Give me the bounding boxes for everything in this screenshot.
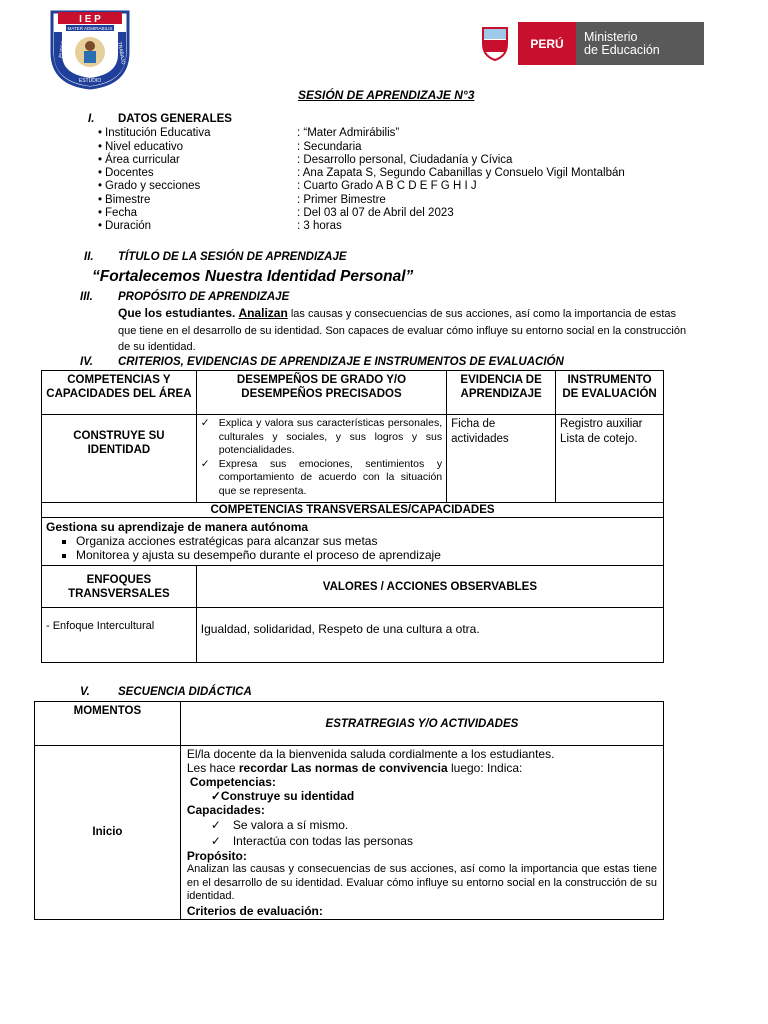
transversal-title: Gestiona su aprendizaje de manera autónoma [46, 520, 309, 534]
purpose-text3: de su identidad. [118, 341, 196, 353]
school-logo [48, 8, 132, 90]
data-label: • Grado y secciones [98, 180, 200, 192]
strategies-cell [180, 746, 663, 920]
data-value: : Desarrollo personal, Ciudadanía y Cívica [297, 154, 513, 166]
data-value: : Ana Zapata S, Segundo Cabanillas y Consuelo Vigil Montalbán [297, 167, 625, 179]
section3-heading: PROPÓSITO DE APRENDIZAJE [118, 291, 290, 303]
capacities-item-text: Interactúa con todas las personas [232, 834, 413, 848]
purpose-text1: las causas y consecuencias de sus acciones, así como la importancia de estas [287, 308, 677, 320]
instrument-cell [556, 415, 664, 503]
capacities-label: Capacidades: [186, 803, 265, 817]
section4-number: IV. [80, 356, 94, 368]
school-logo-bottom: ESTUDIO [78, 78, 102, 84]
check-icon: ✓ [210, 789, 221, 803]
values-header: VALORES / ACCIONES OBSERVABLES [196, 566, 663, 608]
instrument-item: Registro auxiliar [560, 418, 643, 430]
competencies-item [187, 789, 657, 803]
check-icon: ✓ [200, 457, 210, 470]
ministry-line1: Ministerio [584, 29, 638, 44]
purpose-verb: Analizan [238, 306, 288, 320]
data-value: : “Mater Admirábilis” [297, 127, 400, 139]
ministry-line2: de Educación [584, 42, 660, 57]
check-icon: ✓ [210, 818, 221, 832]
section4-heading: CRITERIOS, EVIDENCIAS DE APRENDIZAJE E INSTRUMENTOS DE EVALUACIÓN [118, 356, 564, 368]
purpose-label: Propósito: [186, 849, 247, 863]
transversal-header: COMPETENCIAS TRANSVERSALES/CAPACIDADES [42, 503, 664, 518]
norms-suffix: luego: Indica: [447, 761, 523, 775]
welcome-line: El/la docente da la bienvenida saluda cordialmente a los estudiantes. [186, 747, 555, 761]
data-value: : 3 horas [297, 220, 342, 232]
col-header-performances: DESEMPEÑOS DE GRADO Y/O DESEMPEÑOS PRECISADOS [196, 371, 446, 415]
check-icon: ✓ [210, 834, 221, 848]
section2-heading: TÍTULO DE LA SESIÓN DE APRENDIZAJE [118, 251, 347, 263]
data-value: : Cuarto Grado A B C D E F G H I J [297, 180, 477, 192]
school-logo-right: TRABAJO [116, 41, 126, 66]
capacities-item [187, 833, 657, 849]
criteria-label: Criterios de evaluación: [186, 903, 323, 918]
purpose-paragraph [118, 305, 718, 356]
capacities-item [187, 817, 657, 833]
capacities-item-text: Se valora a sí mismo. [232, 818, 349, 832]
evaluation-table [41, 370, 664, 663]
values-cell: Igualdad, solidaridad, Respeto de una cultura a otra. [196, 608, 663, 663]
data-label: • Bimestre [98, 194, 150, 206]
norms-prefix: Les hace [186, 761, 239, 775]
peru-shield-icon [474, 22, 516, 65]
section2-number: II. [84, 251, 94, 263]
ministry-name [576, 22, 704, 65]
approach-header: ENFOQUES TRANSVERSALES [42, 566, 197, 608]
sequence-table [34, 701, 664, 920]
section5-number: V. [80, 686, 90, 698]
school-logo-left: PUREZA [58, 37, 68, 59]
col-header-evidence: EVIDENCIA DE APRENDIZAJE [447, 371, 556, 415]
check-icon: ✓ [200, 417, 210, 429]
col-header-strategies: ESTRATREGIAS Y/O ACTIVIDADES [180, 702, 663, 746]
approach-cell: - Enfoque Intercultural [42, 608, 197, 663]
transversal-cell [42, 518, 664, 566]
instrument-item: Lista de cotejo. [560, 433, 638, 445]
performance-item: Explica y valora sus características personales, culturales y sociales, y sus logros y sus potencialidades. [218, 417, 443, 456]
section5-heading: SECUENCIA DIDÁCTICA [118, 686, 252, 698]
transversal-item: ▪ Monitorea y ajusta su desempeño durante el proceso de aprendizaje [76, 548, 659, 562]
performances-cell [196, 415, 446, 503]
norms-emphasis: recordar Las normas de convivencia [238, 761, 448, 775]
peru-label: PERÚ [518, 22, 576, 65]
section1-heading: DATOS GENERALES [118, 113, 232, 125]
ministry-logo [474, 22, 704, 65]
school-logo-band: MATER ADMIRABILIS [67, 26, 113, 31]
purpose-lead: Que los estudiantes. [118, 306, 236, 320]
data-label: • Institución Educativa [98, 127, 211, 139]
competence-cell: CONSTRUYE SU IDENTIDAD [42, 415, 197, 503]
transversal-item: ▪ Organiza acciones estratégicas para alcanzar sus metas [76, 534, 659, 548]
section1-number: I. [88, 113, 95, 125]
moment-cell: Inicio [35, 746, 181, 920]
col-header-instrument: INSTRUMENTO DE EVALUACIÓN [556, 371, 664, 415]
performance-item: Expresa sus emociones, sentimientos y comportamiento de acuerdo con la situación que se representa. [218, 457, 443, 497]
data-value: : Del 03 al 07 de Abril del 2023 [297, 207, 454, 219]
data-value: : Primer Bimestre [297, 194, 386, 206]
purpose-body: Analizan las causas y consecuencias de sus acciones, así como la importancia que estas tiene en el desarrollo de su identidad. Evaluar cómo influye su entorno social en la construcción de su identidad. [186, 863, 657, 902]
school-logo-top: I E P [79, 14, 101, 25]
transversal-list [46, 534, 659, 562]
session-title: “Fortalecemos Nuestra Identidad Personal” [92, 268, 414, 285]
data-label: • Fecha [98, 207, 137, 219]
data-label: • Área curricular [98, 154, 180, 166]
col-header-moments: MOMENTOS [35, 702, 181, 746]
data-label: • Nivel educativo [98, 141, 183, 153]
col-header-competencies: COMPETENCIAS Y CAPACIDADES DEL ÁREA [42, 371, 197, 415]
evidence-cell: Ficha de actividades [447, 415, 556, 503]
data-value: : Secundaria [297, 141, 362, 153]
data-label: • Duración [98, 220, 151, 232]
norms-line [187, 761, 657, 775]
document-title: SESIÓN DE APRENDIZAJE N°3 [298, 88, 475, 102]
data-label: • Docentes [98, 167, 154, 179]
competencies-item-text: Construye su identidad [220, 789, 355, 803]
section3-number: III. [80, 291, 93, 303]
competencies-label: Competencias: [189, 775, 276, 789]
purpose-text2: que tiene en el desarrollo de su identidad. Son capaces de evaluar cómo influye su entorno social en la construcción [118, 324, 687, 337]
